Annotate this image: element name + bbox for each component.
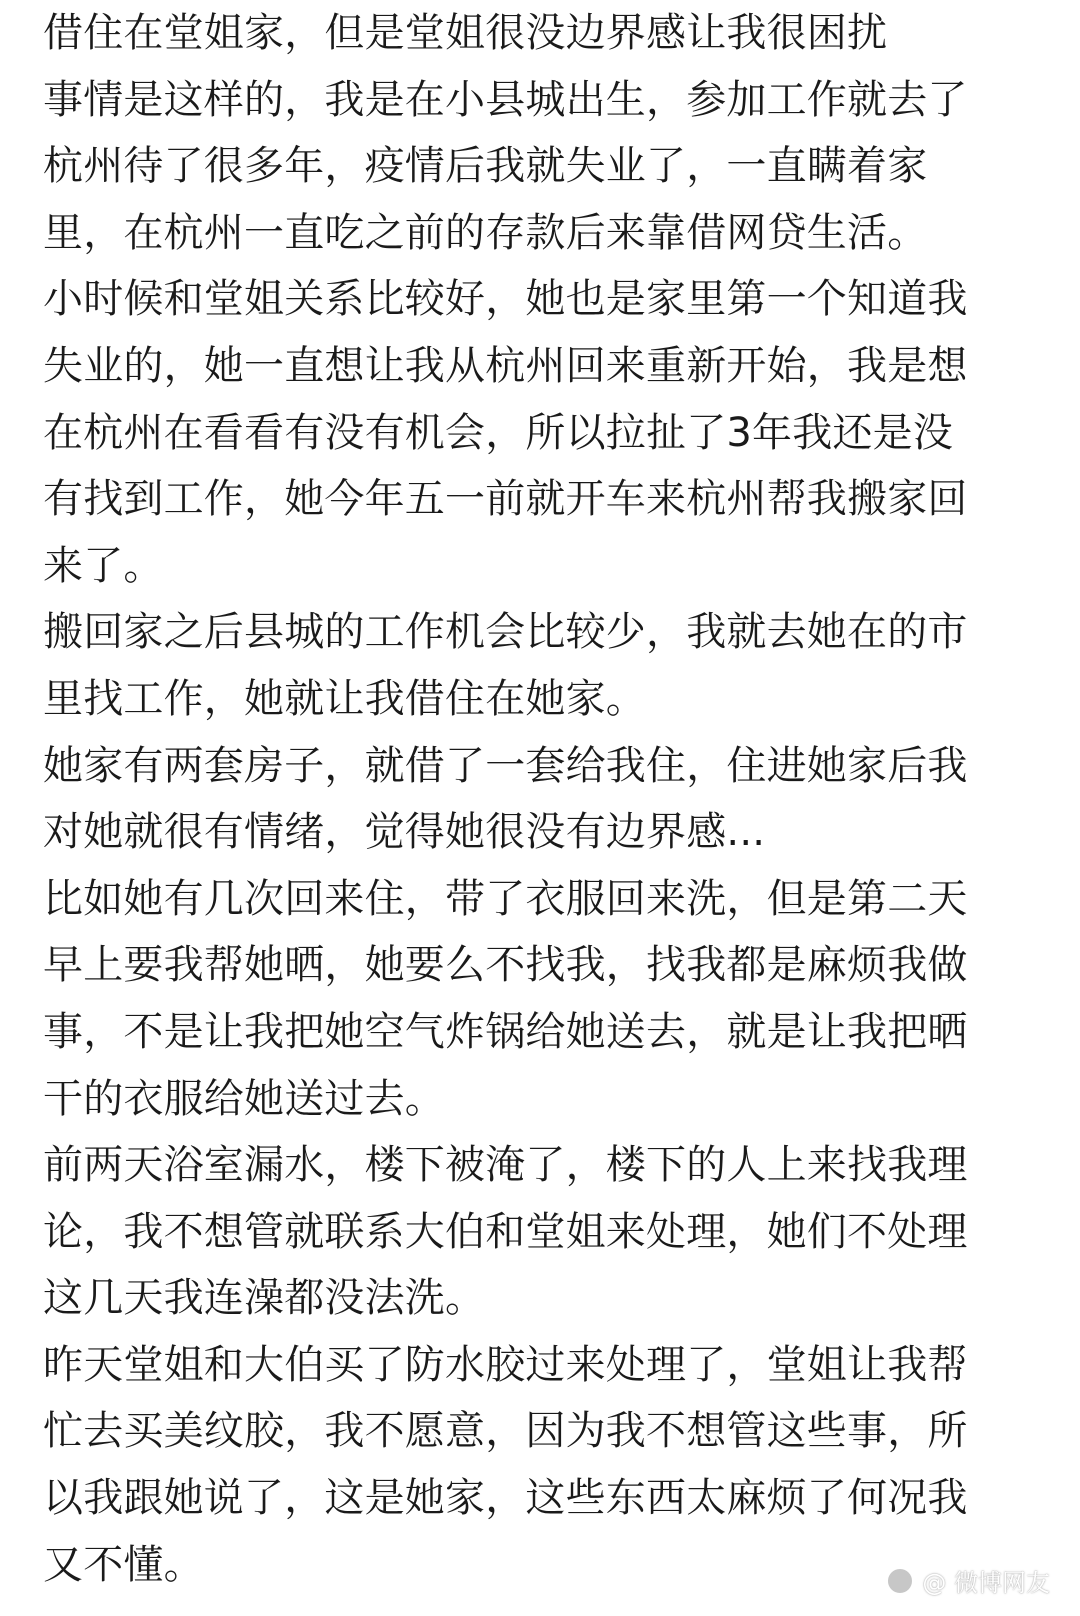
article-line: 这几天我连澡都没法洗。: [43, 1275, 486, 1322]
article-line: 里找工作，她就让我借住在她家。: [43, 675, 646, 722]
article-line: 她家有两套房子，就借了一套给我住，住进她家后我: [43, 742, 968, 789]
watermark: [886, 1563, 1050, 1598]
article-line: 干的衣服给她送过去。: [43, 1075, 445, 1122]
weibo-logo-icon: [886, 1567, 914, 1595]
article-line: 借住在堂姐家，但是堂姐很没边界感让我很困扰: [43, 10, 888, 56]
article-line: 在杭州在看看有没有机会，所以拉扯了3年我还是没: [43, 409, 954, 456]
article-line: 事情是这样的，我是在小县城出生，参加工作就去了: [43, 76, 968, 123]
article-line: 小时候和堂姐关系比较好，她也是家里第一个知道我: [43, 276, 968, 323]
article-line: 杭州待了很多年，疫情后我就失业了，一直瞒着家: [43, 143, 928, 190]
article-line: 对她就很有情绪，觉得她很没有边界感...: [43, 809, 766, 856]
article-line: 里，在杭州一直吃之前的存款后来靠借网贷生活。: [43, 209, 928, 256]
article-line: 来了。: [43, 542, 164, 589]
article-line: 前两天浴室漏水，楼下被淹了，楼下的人上来找我理: [43, 1142, 968, 1189]
article-line: 忙去买美纹胶，我不愿意，因为我不想管这些事，所: [43, 1408, 968, 1455]
watermark-text: @ 微博网友: [922, 1569, 1050, 1597]
article-line: 以我跟她说了，这是她家，这些东西太麻烦了何况我: [43, 1475, 968, 1522]
article-line: 比如她有几次回来住，带了衣服回来洗，但是第二天: [43, 875, 968, 922]
article-line: 事，不是让我把她空气炸锅给她送去，就是让我把晒: [43, 1008, 968, 1055]
article-line: 昨天堂姐和大伯买了防水胶过来处理了，堂姐让我帮: [43, 1341, 968, 1388]
article-line: 搬回家之后县城的工作机会比较少，我就去她在的市: [43, 609, 968, 656]
article-line: 失业的，她一直想让我从杭州回来重新开始，我是想: [43, 342, 968, 389]
article-line: 又不懂。: [43, 1541, 204, 1588]
article-line: 论，我不想管就联系大伯和堂姐来处理，她们不处理: [43, 1208, 968, 1255]
article-body: [43, 0, 1023, 1598]
article-line: 有找到工作，她今年五一前就开车来杭州帮我搬家回: [43, 476, 968, 523]
article-line: 早上要我帮她晒，她要么不找我，找我都是麻烦我做: [43, 942, 968, 989]
